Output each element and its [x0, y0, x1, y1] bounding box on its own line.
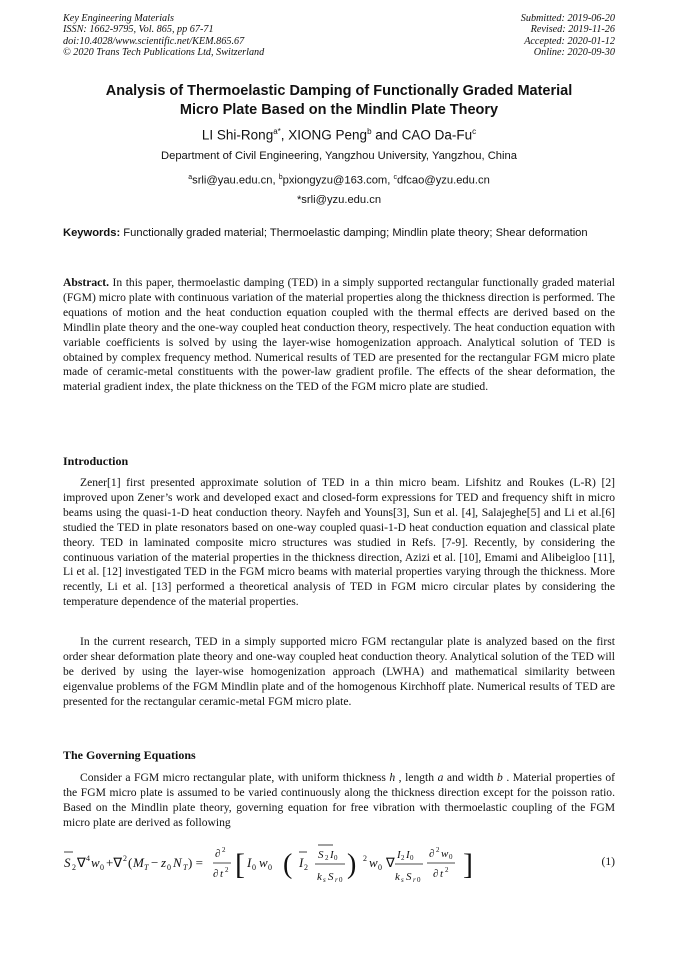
svg-text:0: 0	[334, 854, 338, 862]
dates-info	[521, 13, 615, 59]
svg-text:w: w	[259, 855, 268, 870]
svg-text:S: S	[328, 871, 334, 883]
svg-text:0: 0	[339, 876, 343, 884]
svg-text:w: w	[91, 855, 100, 870]
governing-equations-heading: The Governing Equations	[63, 748, 196, 762]
accepted-date: Accepted: 2020-01-12	[524, 35, 615, 47]
author-separator: ,	[280, 127, 289, 143]
journal-name: Key Engineering Materials	[63, 13, 174, 24]
symbol-h: h	[389, 771, 396, 784]
svg-text:N: N	[173, 855, 182, 870]
governing-text-b: , length	[395, 771, 438, 784]
svg-text:S: S	[318, 849, 324, 861]
journal-info	[63, 13, 264, 59]
title-line-2: Micro Plate Based on the Mindlin Plate Theory	[179, 102, 499, 118]
svg-text:r: r	[413, 876, 416, 884]
svg-text:I: I	[330, 849, 334, 861]
svg-text:T: T	[144, 863, 149, 872]
author-3: CAO Da-Fu	[401, 127, 473, 143]
svg-text:s: s	[323, 876, 326, 884]
abstract-label: Abstract.	[63, 276, 110, 289]
svg-text:w: w	[369, 855, 378, 870]
svg-text:I: I	[406, 849, 410, 861]
author-separator: and	[371, 127, 402, 143]
equation-number: (1)	[601, 855, 615, 868]
svg-text:s: s	[401, 876, 404, 884]
svg-text:2: 2	[304, 863, 308, 872]
online-date: Online: 2020-09-30	[533, 47, 615, 59]
svg-text:∂: ∂	[433, 868, 439, 880]
svg-text:0: 0	[268, 863, 272, 872]
doi-line: doi:10.4028/www.scientific.net/KEM.865.67	[63, 35, 245, 47]
svg-text:) =: ) =	[188, 855, 203, 870]
paper-title	[63, 82, 615, 120]
author-list	[63, 123, 615, 145]
svg-text:2: 2	[325, 854, 329, 862]
svg-text:]: ]	[463, 848, 473, 881]
svg-text:∇: ∇	[77, 855, 86, 870]
email-a: srli@yau.edu.cn,	[192, 174, 279, 187]
svg-text:∇: ∇	[386, 855, 395, 870]
svg-text:2: 2	[445, 866, 449, 874]
svg-text:−: −	[151, 855, 159, 870]
keywords-block	[63, 226, 615, 241]
svg-text:w: w	[441, 848, 449, 860]
svg-text:z: z	[161, 855, 167, 870]
email-b: pxiongyzu@163.com,	[282, 174, 394, 187]
svg-text:T: T	[183, 863, 188, 872]
svg-text:2: 2	[401, 854, 405, 862]
svg-text:0: 0	[378, 863, 382, 872]
keywords-text: Functionally graded material; Thermoelastic damping; Mindlin plate theory; Shear deformation	[120, 227, 588, 239]
abstract-paragraph	[63, 276, 615, 395]
email-a-mark: a	[188, 174, 193, 181]
title-line-1: Analysis of Thermoelastic Damping of Functionally Graded Material	[105, 83, 573, 99]
svg-text:S: S	[406, 871, 412, 883]
email-c: dfcao@yzu.edu.cn	[396, 174, 490, 187]
abstract-text: In this paper, thermoelastic damping (TED) in a simply supported rectangular functionally graded material (FGM) micro plate with continuous variation of the material properties along the thickness direction is performed. The equations of motion and the heat conduction equation coupled with the thermal effects are derived based on the Mindlin plate theory and the one-way coupled heat conduction theory, respectively. The heat conduction equation with variable coefficients is solved by using the layer-wise homogenization approach. Analytical solution of TED is obtained by complex frequency method. Numerical results of TED are presented for the rectangular FGM micro plate made of ceramic-metal constituents with the power-law gradient profile. The effects of the shear deformation, the material gradient index, the plate thickness on the TED of the FGM micro plate are studied.	[63, 276, 615, 394]
governing-text-d: . Material properties of the FGM micro plate is assumed to be varied continuously along the thickness direction except for the poisson ratio. Based on the Mindlin plate theory, governing equation for free vibration with thermoelastic coupling of the FGM micro plate are derived as following	[63, 771, 616, 829]
svg-text:r: r	[335, 876, 338, 884]
svg-text:∂: ∂	[429, 848, 435, 860]
svg-text:2: 2	[72, 863, 76, 872]
equation-1	[63, 842, 615, 890]
svg-text:4: 4	[86, 854, 90, 863]
svg-text:2: 2	[363, 854, 367, 863]
svg-text:0: 0	[417, 876, 421, 884]
svg-text:I: I	[247, 855, 252, 870]
issn-line: ISSN: 1662-9795, Vol. 865, pp 67-71	[63, 24, 214, 36]
intro-paragraph-1: Zener[1] first presented approximate solution of TED in a thin micro beam. Lifshitz and Roukes (L-R) [2] improved upon Zener’s work and developed exact and closed-form expressions for TED and frequency shift in micro beams using the quasi-1-D heat conduction theory. Nayfeh and Youns[3], Sun et al. [4], Salajeghe[5] and Li et al.[6] studied the TED in plate resonators based on one-way coupled quasi-1-D heat conduction equation and classical plate theory. TED in laminated composite micro structures was studied in Refs. [7-9]. Recently, by considering the continuous variation of the material properties in the thickness direction, Azizi et al. [10], Emami and Alibeigloo [11], Li et al. [12] investigated TED in the FGM micro beams with material properties varying through the thickness. More recently, Li et al. [13] performed a theoretical analysis of TED in FGM micro circular plates by considering the temperature dependence of the material properties.	[63, 476, 615, 609]
svg-text:t: t	[440, 868, 444, 880]
svg-text:S: S	[64, 855, 71, 870]
symbol-b: b	[497, 771, 503, 784]
intro-paragraph-2: In the current research, TED in a simply supported micro FGM rectangular plate is analyzed based on the first order shear deformation plate theory and one-way coupled heat conduction theory. Analytical solution of the TED will be derived by using the layer-wise homogenization approach (LWHA) and mathematical similarity between eigenvalue problems of the FGM Mindlin plate and of the homogenous Kirchhoff plate. Numerical results of TED are presented for the rectangular ceramic-metal FGM micro plate.	[63, 635, 615, 708]
svg-text:I: I	[397, 849, 401, 861]
email-b-mark: b	[278, 174, 283, 181]
svg-text:[: [	[235, 848, 245, 881]
email-list	[63, 171, 615, 188]
svg-text:(: (	[128, 855, 133, 870]
corresponding-email: *srli@yzu.edu.cn	[296, 194, 382, 206]
equation-1-formula	[63, 842, 483, 890]
svg-text:2: 2	[436, 846, 440, 854]
email-c-mark: c	[393, 174, 397, 181]
svg-text:+∇: +∇	[106, 855, 123, 870]
svg-text:k: k	[395, 871, 400, 883]
svg-text:t: t	[220, 868, 224, 880]
svg-text:∂: ∂	[213, 868, 219, 880]
svg-text:2: 2	[222, 846, 226, 854]
author-2: XIONG Peng	[288, 127, 368, 143]
svg-text:k: k	[317, 871, 322, 883]
svg-text:M: M	[133, 855, 144, 870]
keywords-label: Keywords:	[63, 227, 121, 239]
svg-text:0: 0	[100, 863, 104, 872]
revised-date: Revised: 2019-11-26	[530, 24, 615, 36]
svg-text:I: I	[299, 855, 304, 870]
svg-text:0: 0	[449, 853, 453, 861]
author-3-mark: c	[472, 127, 477, 136]
affiliation: Department of Civil Engineering, Yangzhou University, Yangzhou, China	[161, 150, 517, 162]
svg-text:): )	[347, 849, 357, 880]
governing-text-a: Consider a FGM micro rectangular plate, with uniform thickness	[80, 771, 390, 784]
governing-text-c: and width	[443, 771, 498, 784]
svg-text:0: 0	[410, 854, 414, 862]
svg-text:2: 2	[123, 854, 127, 863]
introduction-heading: Introduction	[63, 454, 129, 468]
svg-text:2: 2	[225, 866, 229, 874]
author-1-mark: a*	[273, 127, 281, 136]
author-2-mark: b	[367, 127, 372, 136]
svg-text:(: (	[283, 849, 293, 880]
copyright-line: © 2020 Trans Tech Publications Ltd, Switzerland	[63, 47, 265, 59]
svg-text:∂: ∂	[215, 848, 221, 860]
author-1: LI Shi-Rong	[201, 127, 274, 143]
governing-paragraph	[63, 771, 615, 831]
svg-text:0: 0	[252, 863, 256, 872]
submitted-date: Submitted: 2019-06-20	[520, 13, 615, 24]
symbol-a: a	[437, 771, 444, 784]
svg-text:0: 0	[167, 863, 171, 872]
